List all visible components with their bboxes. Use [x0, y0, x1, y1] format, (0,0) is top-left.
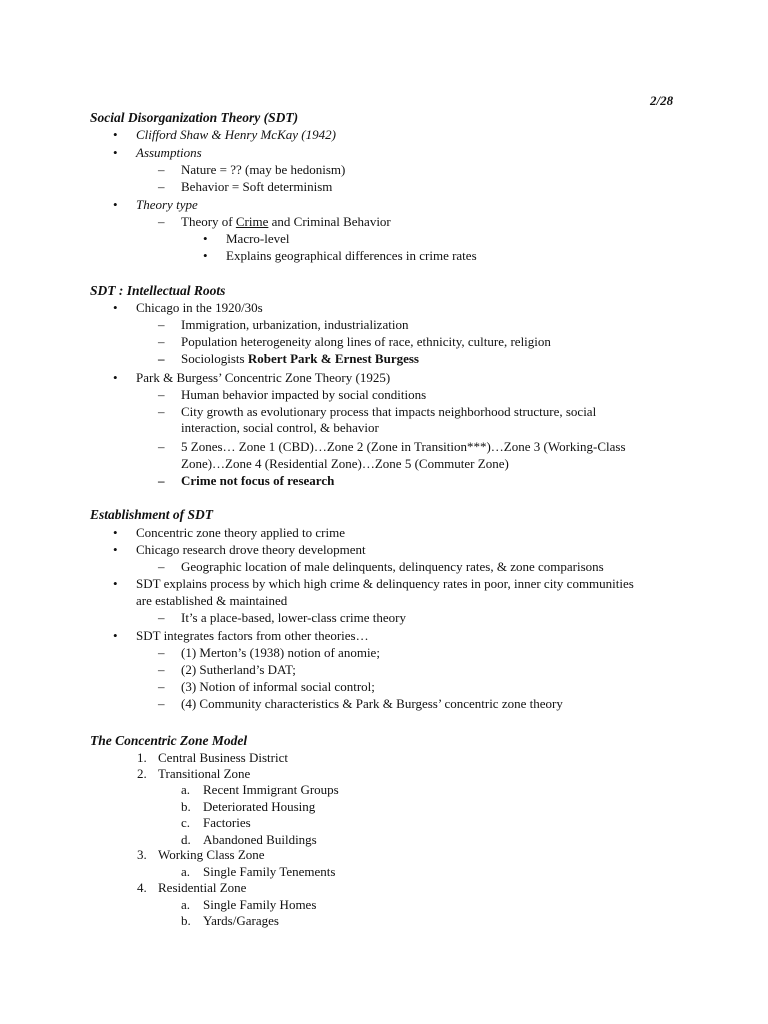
theory-of-crime-text — [181, 214, 391, 230]
dash-marker: – — [158, 387, 165, 402]
bullet-marker: • — [203, 248, 208, 263]
list-number: 2. — [137, 766, 147, 781]
crime-not-focus-text: Crime not focus of research — [181, 473, 335, 488]
bullet-marker: • — [113, 127, 118, 142]
sociologists-prefix: Sociologists — [181, 351, 248, 366]
assumptions-label: Assumptions — [136, 145, 202, 160]
immigration-text: Immigration, urbanization, industrialization — [181, 317, 409, 332]
dash-marker: – — [158, 179, 165, 194]
dash-marker: – — [158, 317, 165, 332]
factor-sutherland: (2) Sutherland’s DAT; — [181, 662, 296, 677]
zone-factories: Factories — [203, 815, 251, 830]
nature-text: Nature = ?? (may be hedonism) — [181, 162, 346, 177]
explains-text: Explains geographical differences in crime rates — [226, 248, 477, 263]
bullet-marker: • — [203, 231, 208, 246]
macro-level-text: Macro-level — [226, 231, 290, 246]
theory-of-suffix: and Criminal Behavior — [268, 214, 391, 229]
human-behavior-text: Human behavior impacted by social conditions — [181, 387, 427, 402]
dash-marker: – — [158, 679, 165, 694]
park-burgess-text: Park & Burgess’ Concentric Zone Theory (1925) — [136, 370, 391, 385]
dash-marker: – — [158, 334, 165, 349]
sociologists-text — [181, 351, 419, 367]
dash-marker: – — [158, 404, 165, 419]
list-number: 4. — [137, 880, 147, 895]
factor-social-control: (3) Notion of informal social control; — [181, 679, 375, 694]
dash-marker: – — [158, 162, 165, 177]
crime-underlined: Crime — [235, 214, 269, 229]
bullet-marker: • — [113, 145, 118, 160]
dash-marker: – — [158, 473, 165, 488]
section-title-model: The Concentric Zone Model — [90, 733, 248, 748]
dash-marker: – — [158, 559, 165, 574]
list-letter: a. — [181, 864, 191, 879]
zones-line2: Zone)…Zone 4 (Residential Zone)…Zone 5 (Commuter Zone) — [181, 456, 509, 471]
chicago-text: Chicago in the 1920/30s — [136, 300, 263, 315]
bullet-marker: • — [113, 525, 118, 540]
dash-marker: – — [158, 696, 165, 711]
dash-marker: – — [158, 214, 165, 229]
zone-deteriorated-housing: Deteriorated Housing — [203, 799, 316, 814]
dash-marker: – — [158, 351, 165, 366]
behavior-text: Behavior = Soft determinism — [181, 179, 333, 194]
factor-merton: (1) Merton’s (1938) notion of anomie; — [181, 645, 380, 660]
bullet-marker: • — [113, 197, 118, 212]
bullet-marker: • — [113, 370, 118, 385]
factor-community: (4) Community characteristics & Park & Burgess’ concentric zone theory — [181, 696, 563, 711]
population-text: Population heterogeneity along lines of race, ethnicity, culture, religion — [181, 334, 551, 349]
bullet-marker: • — [113, 300, 118, 315]
zone-transitional: Transitional Zone — [158, 766, 251, 781]
city-growth-line2: interaction, social control, & behavior — [181, 420, 379, 435]
integrates-text: SDT integrates factors from other theories… — [136, 628, 369, 643]
list-number: 1. — [137, 750, 147, 765]
page-number: 2/28 — [650, 93, 674, 108]
zone-immigrant-groups: Recent Immigrant Groups — [203, 782, 339, 797]
section-title-sdt: Social Disorganization Theory (SDT) — [90, 110, 299, 125]
concentric-applied-text: Concentric zone theory applied to crime — [136, 525, 346, 540]
list-letter: d. — [181, 832, 191, 847]
zone-residential: Residential Zone — [158, 880, 247, 895]
zone-abandoned-buildings: Abandoned Buildings — [203, 832, 317, 847]
sdt-explains-line1: SDT explains process by which high crime & delinquency rates in poor, inner city communities — [136, 576, 634, 591]
dash-marker: – — [158, 439, 165, 454]
list-letter: b. — [181, 913, 191, 928]
bullet-marker: • — [113, 542, 118, 557]
zone-yards-garages: Yards/Garages — [203, 913, 279, 928]
sociologists-names: Robert Park & Ernest Burgess — [247, 351, 419, 366]
zones-line1: 5 Zones… Zone 1 (CBD)…Zone 2 (Zone in Transition***)…Zone 3 (Working-Class — [181, 439, 626, 454]
zone-cbd: Central Business District — [158, 750, 288, 765]
bullet-marker: • — [113, 628, 118, 643]
list-number: 3. — [137, 847, 147, 862]
authors-text: Clifford Shaw & Henry McKay (1942) — [136, 127, 336, 142]
theory-type-label: Theory type — [136, 197, 198, 212]
bullet-marker: • — [113, 576, 118, 591]
geographic-text: Geographic location of male delinquents, delinquency rates, & zone comparisons — [181, 559, 604, 574]
list-letter: a. — [181, 897, 191, 912]
zone-family-homes: Single Family Homes — [203, 897, 317, 912]
chicago-research-text: Chicago research drove theory development — [136, 542, 366, 557]
sdt-explains-line2: are established & maintained — [136, 593, 288, 608]
dash-marker: – — [158, 610, 165, 625]
list-letter: b. — [181, 799, 191, 814]
section-title-establishment: Establishment of SDT — [90, 507, 214, 522]
list-letter: c. — [181, 815, 191, 830]
place-based-text: It’s a place-based, lower-class crime theory — [181, 610, 406, 625]
zone-working-class: Working Class Zone — [158, 847, 265, 862]
list-letter: a. — [181, 782, 191, 797]
dash-marker: – — [158, 645, 165, 660]
theory-of-prefix: Theory of — [181, 214, 236, 229]
city-growth-line1: City growth as evolutionary process that impacts neighborhood structure, social — [181, 404, 597, 419]
zone-family-tenements: Single Family Tenements — [203, 864, 336, 879]
dash-marker: – — [158, 662, 165, 677]
section-title-roots: SDT : Intellectual Roots — [90, 283, 226, 298]
